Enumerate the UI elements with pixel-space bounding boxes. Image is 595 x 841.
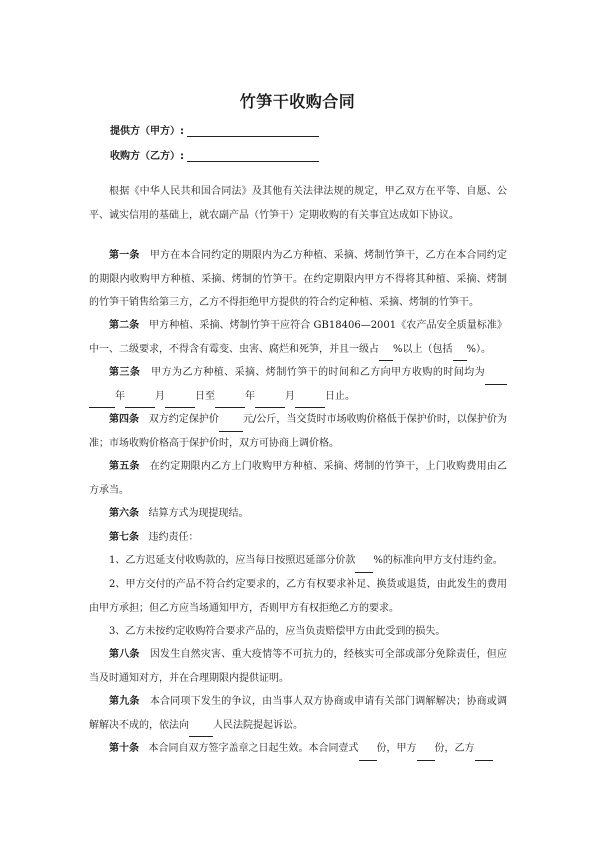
clause-10 — [89, 737, 507, 761]
clause-3-text-a: 甲方为乙方种植、采摘、烤制竹笋干的时间和乙方向甲方收购的时间均为 — [151, 367, 486, 378]
clause-7-3-text: 3、乙方未按约定收购符合要求产品的，应当负责赔偿甲方由此受到的损失。 — [109, 626, 446, 637]
end-month-blank[interactable] — [255, 396, 285, 408]
clause-8 — [89, 643, 507, 690]
clause-7-item-1 — [89, 549, 507, 573]
end-day-blank[interactable] — [295, 396, 325, 408]
clause-10-text-b: 份，甲方 — [376, 743, 417, 754]
late-payment-percent-blank[interactable] — [355, 561, 373, 573]
clause-2 — [89, 314, 507, 361]
clause-6-label: 第六条 — [109, 508, 139, 519]
clause-7-item-2 — [89, 573, 507, 620]
clause-1-text: 甲方在本合同约定的期限内为乙方种植、采摘、烤制竹笋干，乙方在本合同约定的期限内收购甲方种植、采摘、烤制的竹笋干。在约定期限内甲方不得将其种植、采摘、烤制的竹笋干销售给第三方，乙方不得拒绝甲方提供的符合约定种植、采摘、烤制的竹笋干。 — [89, 250, 507, 308]
clause-7-1-text-b: %的标准向甲方支付违约金。 — [373, 555, 503, 566]
buyer-blank[interactable] — [187, 151, 319, 162]
buyer-line — [110, 147, 319, 162]
guarantee-price-blank[interactable] — [219, 420, 243, 432]
clause-2-text-b: %以上（包括 — [393, 343, 453, 355]
clause-7-text: 违约责任： — [148, 532, 199, 543]
clause-7 — [89, 526, 507, 550]
total-copies-blank[interactable] — [359, 749, 377, 761]
clause-1 — [89, 244, 507, 315]
clause-9-label: 第九条 — [109, 696, 140, 707]
end-year-blank[interactable] — [215, 396, 245, 408]
clause-8-text: 因发生自然灾害、重大疫情等不可抗力的，经核实可全部或部分免除责任，但应当及时通知对方，并在合理期限内提供证明。 — [89, 649, 507, 684]
clause-7-1-text-a: 1、乙方迟延支付收购款的，应当每日按照迟延部分价款 — [109, 555, 356, 566]
buyer-label: 收购方（乙方）: — [110, 151, 184, 162]
preamble-text: 根据《中华人民共和国合同法》及其他有关法律法规的规定，甲乙双方在平等、自愿、公平、诚实信用的基础上，就农副产品（竹笋干）定期收购的有关事宜达成如下协议。 — [89, 186, 507, 221]
clause-3-day2: 日止。 — [325, 390, 355, 402]
clause-9-text-b: 人民法院提起诉讼。 — [213, 719, 303, 731]
clause-2-text-c: %）。 — [466, 343, 492, 355]
preamble — [89, 180, 507, 227]
clause-9 — [89, 690, 507, 737]
clause-10-label: 第十条 — [109, 743, 139, 754]
clause-7-item-3 — [89, 620, 507, 644]
page-title: 竹笋干收购合同 — [239, 92, 356, 111]
clause-6-text: 结算方式为现提现结。 — [148, 508, 249, 519]
start-year-blank-cont[interactable] — [89, 396, 115, 408]
party-a-copies-blank[interactable] — [417, 749, 435, 761]
start-year-blank[interactable] — [485, 373, 507, 385]
clause-6 — [89, 502, 507, 526]
grade-one-percent-blank[interactable] — [379, 349, 393, 361]
start-month-blank[interactable] — [125, 396, 155, 408]
clause-5-label: 第五条 — [109, 461, 140, 472]
clause-3-day1: 日至 — [195, 390, 215, 402]
court-name-blank[interactable] — [189, 725, 213, 737]
clause-2-text-a: 甲方种植、采摘、烤制竹笋干应符合 GB18406—2001《农产品安全质量标准》中一、二级要求，不得含有霉变、虫害、腐烂和死笋，并且一级占 — [89, 320, 508, 355]
clause-3-month2: 月 — [285, 390, 295, 402]
clause-3-label: 第三条 — [109, 367, 141, 378]
clause-5-text: 在约定期限内乙方上门收购甲方种植、采摘、烤制的竹笋干，上门收购费用由乙方承当。 — [89, 461, 507, 496]
supplier-blank[interactable] — [187, 126, 319, 137]
clause-8-label: 第八条 — [109, 649, 140, 660]
supplier-line — [110, 122, 319, 137]
clause-10-text-a: 本合同自双方签字盖章之日起生效。本合同壹式 — [148, 743, 359, 754]
party-b-copies-blank[interactable] — [475, 749, 493, 761]
clause-3-year2: 年 — [245, 390, 255, 402]
clause-4-label: 第四条 — [109, 414, 140, 425]
clause-3 — [89, 361, 507, 408]
start-day-blank[interactable] — [165, 396, 195, 408]
clause-4-text-b: 元/公斤，当交货时市场收购价格低于保护价时，以保护价为准；市场收购价格高于保护价时，双方可协商上调价格。 — [89, 414, 508, 449]
clause-2-label: 第二条 — [109, 320, 140, 331]
clause-7-label: 第七条 — [109, 532, 139, 543]
grade-one-percent-incl-blank[interactable] — [453, 349, 467, 361]
clause-7-2-text: 2、甲方交付的产品不符合约定要求的，乙方有权要求补足、换货或退货，由此发生的费用由甲方承担；但乙方应当场通知甲方，否则甲方有权拒绝乙方的要求。 — [89, 579, 507, 614]
supplier-label: 提供方（甲方）: — [110, 126, 184, 137]
clause-1-label: 第一条 — [109, 250, 140, 261]
clause-4 — [89, 408, 507, 455]
clause-3-year1: 年 — [115, 390, 125, 402]
clause-9-text-a: 本合同项下发生的争议，由当事人双方协商或申请有关部门调解解决；协商或调解解决不成的，依法向 — [89, 696, 507, 731]
clause-5 — [89, 455, 507, 502]
clause-4-text-a: 双方约定保护价 — [148, 414, 219, 425]
clause-10-text-c: 份，乙方 — [434, 743, 475, 754]
clause-3-month1: 月 — [155, 390, 165, 402]
